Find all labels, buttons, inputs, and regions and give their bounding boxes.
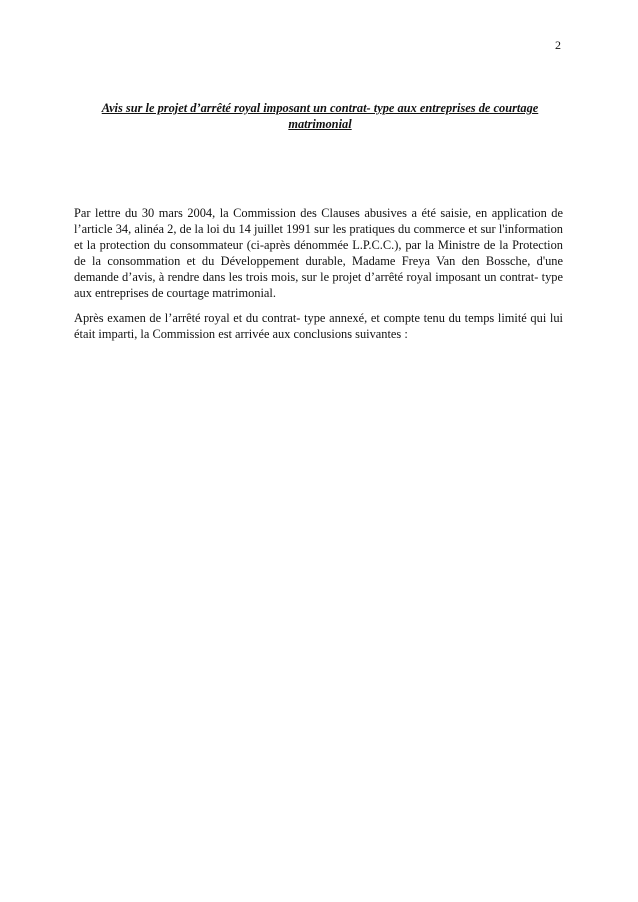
page-number: 2 xyxy=(555,38,561,52)
document-title: Avis sur le projet d’arrêté royal imposant un contrat- type aux entreprises de courtage matrimonial xyxy=(101,101,539,131)
paragraph-intro: Par lettre du 30 mars 2004, la Commission des Clauses abusives a été saisie, en application de l’article 34, alinéa 2, de la loi du 14 juillet 1991 sur les pratiques du commerce et sur l'information et la protection du consommateur (ci-après dénommée L.P.C.C.), par la Ministre de la Protection de la consommation et du Développement durable, Madame Freya Van den Bossche, d'une demande d’avis, à rendre dans les trois mois, sur le projet d’arrêté royal imposant un contrat- type aux entreprises de courtage matrimonial. xyxy=(74,206,563,301)
document-body xyxy=(74,205,563,350)
paragraph-conclusion-lead: Après examen de l’arrêté royal et du contrat- type annexé, et compte tenu du temps limité qui lui était imparti, la Commission est arrivée aux conclusions suivantes : xyxy=(74,310,563,341)
